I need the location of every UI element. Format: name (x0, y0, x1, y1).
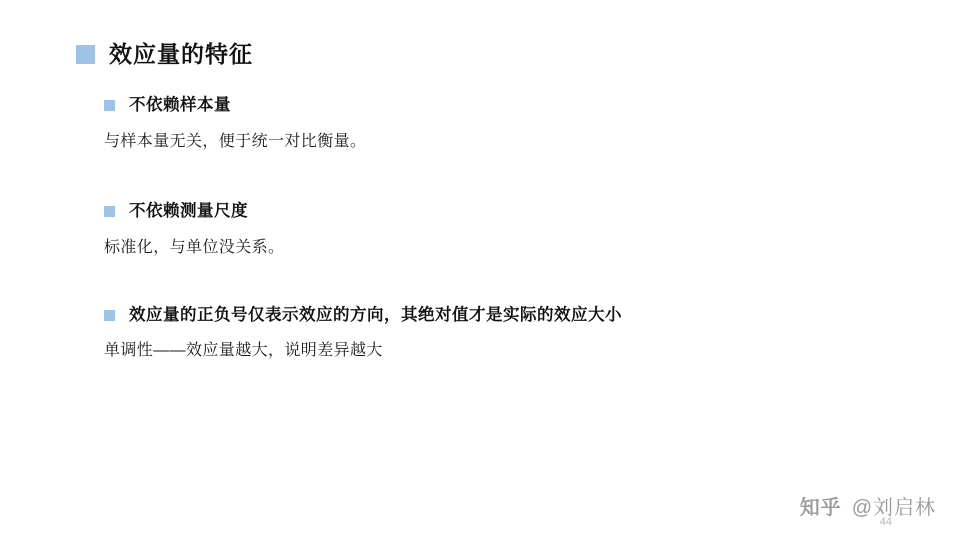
list-item-heading: 效应量的正负号仅表示效应的方向，其绝对值才是实际的效应大小 (129, 305, 622, 324)
square-bullet-icon (104, 100, 115, 111)
watermark-username: @刘启林 (851, 497, 936, 519)
list-item-heading-row (104, 306, 904, 326)
list-item-heading-row (104, 96, 904, 116)
slide-title-row (76, 42, 253, 67)
list-item-body: 单调性——效应量越大，说明差异越大 (104, 342, 383, 360)
title-marker-icon (76, 45, 95, 64)
square-bullet-icon (104, 310, 115, 321)
square-bullet-icon (104, 206, 115, 217)
list-item (104, 306, 904, 364)
list-item-heading: 不依赖样本量 (129, 96, 231, 114)
watermark (800, 491, 936, 520)
list-item-body: 与样本量无关，便于统一对比衡量。 (104, 132, 367, 150)
list-item-heading: 不依赖测量尺度 (129, 201, 248, 220)
slide-content (104, 96, 904, 389)
list-item-body: 标准化，与单位没关系。 (104, 238, 285, 256)
page-title: 效应量的特征 (109, 41, 253, 67)
list-item-heading-row (104, 202, 904, 222)
list-item (104, 96, 904, 154)
list-item (104, 202, 904, 260)
zhihu-logo: 知乎 (799, 497, 842, 519)
page-number: 44 (879, 516, 892, 528)
